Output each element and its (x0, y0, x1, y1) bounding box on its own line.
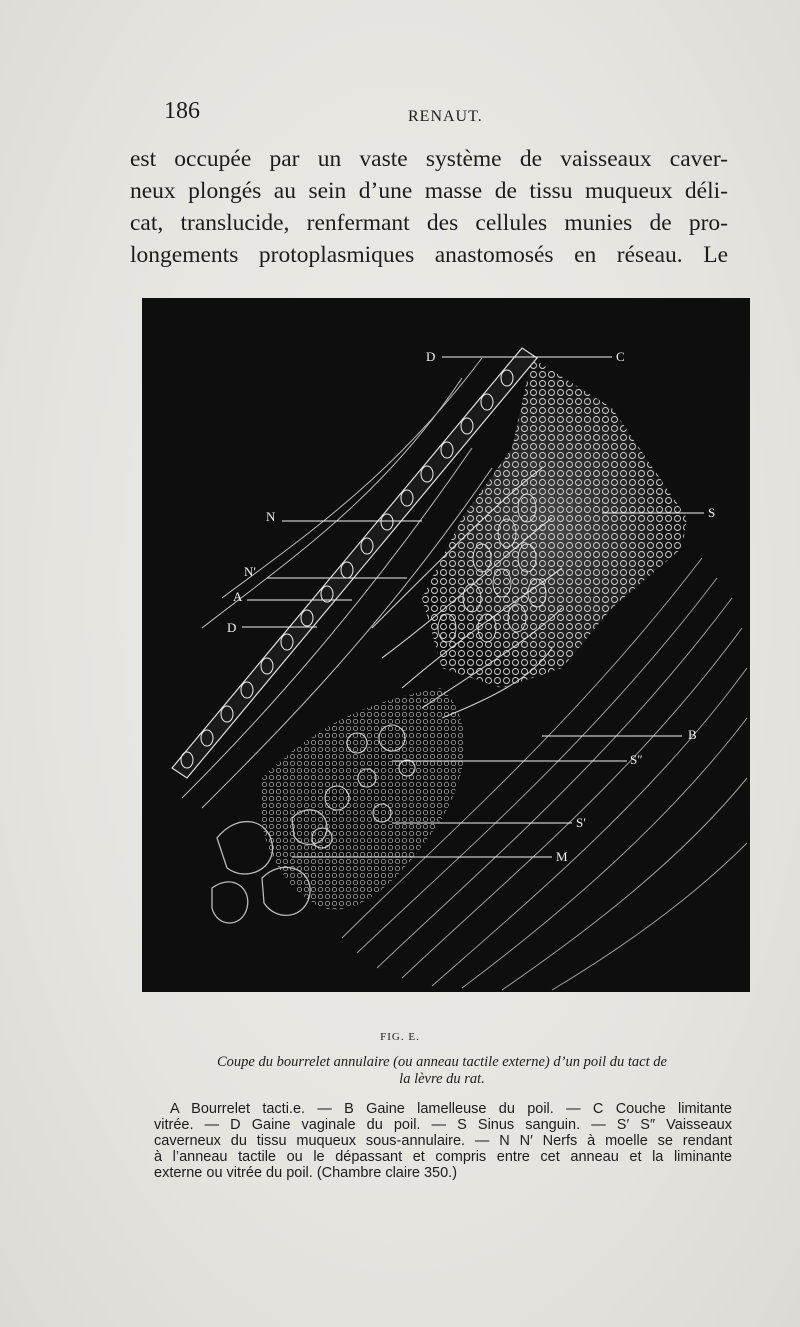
caption-line: la lèvre du rat. (399, 1071, 485, 1087)
body-line: neux plongés au sein d’une masse de tissu muqueux déli- (130, 178, 728, 204)
label-B: B (688, 727, 697, 742)
label-N: N (266, 509, 276, 524)
plate-illustration (142, 298, 750, 992)
page-header (158, 98, 728, 132)
legend-line: A Bourrelet tacti.e. — B Gaine lamelleuse du poil. — C Couche limitante (170, 1101, 732, 1117)
legend-line: caverneux du tissu muqueux sous-annulaire. — N N′ Nerfs à moelle se rendant (154, 1133, 732, 1149)
figure-legend (154, 1101, 732, 1181)
histology-plate (142, 298, 750, 992)
label-C: C (616, 349, 625, 364)
cavernous-vessels (260, 688, 464, 910)
legend-line: externe ou vitrée du poil. (Chambre claire 350.) (154, 1165, 458, 1181)
running-head: RENAUT. (408, 108, 483, 125)
body-line: longements protoplasmiques anastomosés en réseau. Le (130, 242, 728, 268)
body-line: cat, translucide, renfermant des cellules munies de pro- (130, 210, 728, 236)
body-line: est occupée par un vaste système de vaisseaux caver- (130, 146, 728, 172)
legend-line: à l’anneau tactile ou le dépassant et compris entre cet anneau et la liminante (154, 1149, 732, 1165)
label-D-mid: D (227, 620, 237, 635)
legend-line: vitrée. — D Gaine vaginale du poil. — S Sinus sanguin. — S′ S″ Vaisseaux (154, 1117, 732, 1133)
label-S: S (708, 505, 716, 520)
figure-number: FIG. E. (380, 1031, 420, 1043)
label-D-top: D (426, 349, 436, 364)
figure-caption (154, 1054, 730, 1088)
label-S-double: S″ (630, 752, 643, 767)
label-S-prime: S′ (576, 815, 587, 830)
label-A: A (233, 589, 243, 604)
body-paragraph (130, 143, 728, 271)
caption-line: Coupe du bourrelet annulaire (ou anneau tactile externe) d’un poil du tact de (217, 1054, 667, 1070)
page-number: 186 (164, 98, 200, 124)
label-M: M (556, 849, 568, 864)
label-N-prime: N′ (244, 564, 257, 579)
